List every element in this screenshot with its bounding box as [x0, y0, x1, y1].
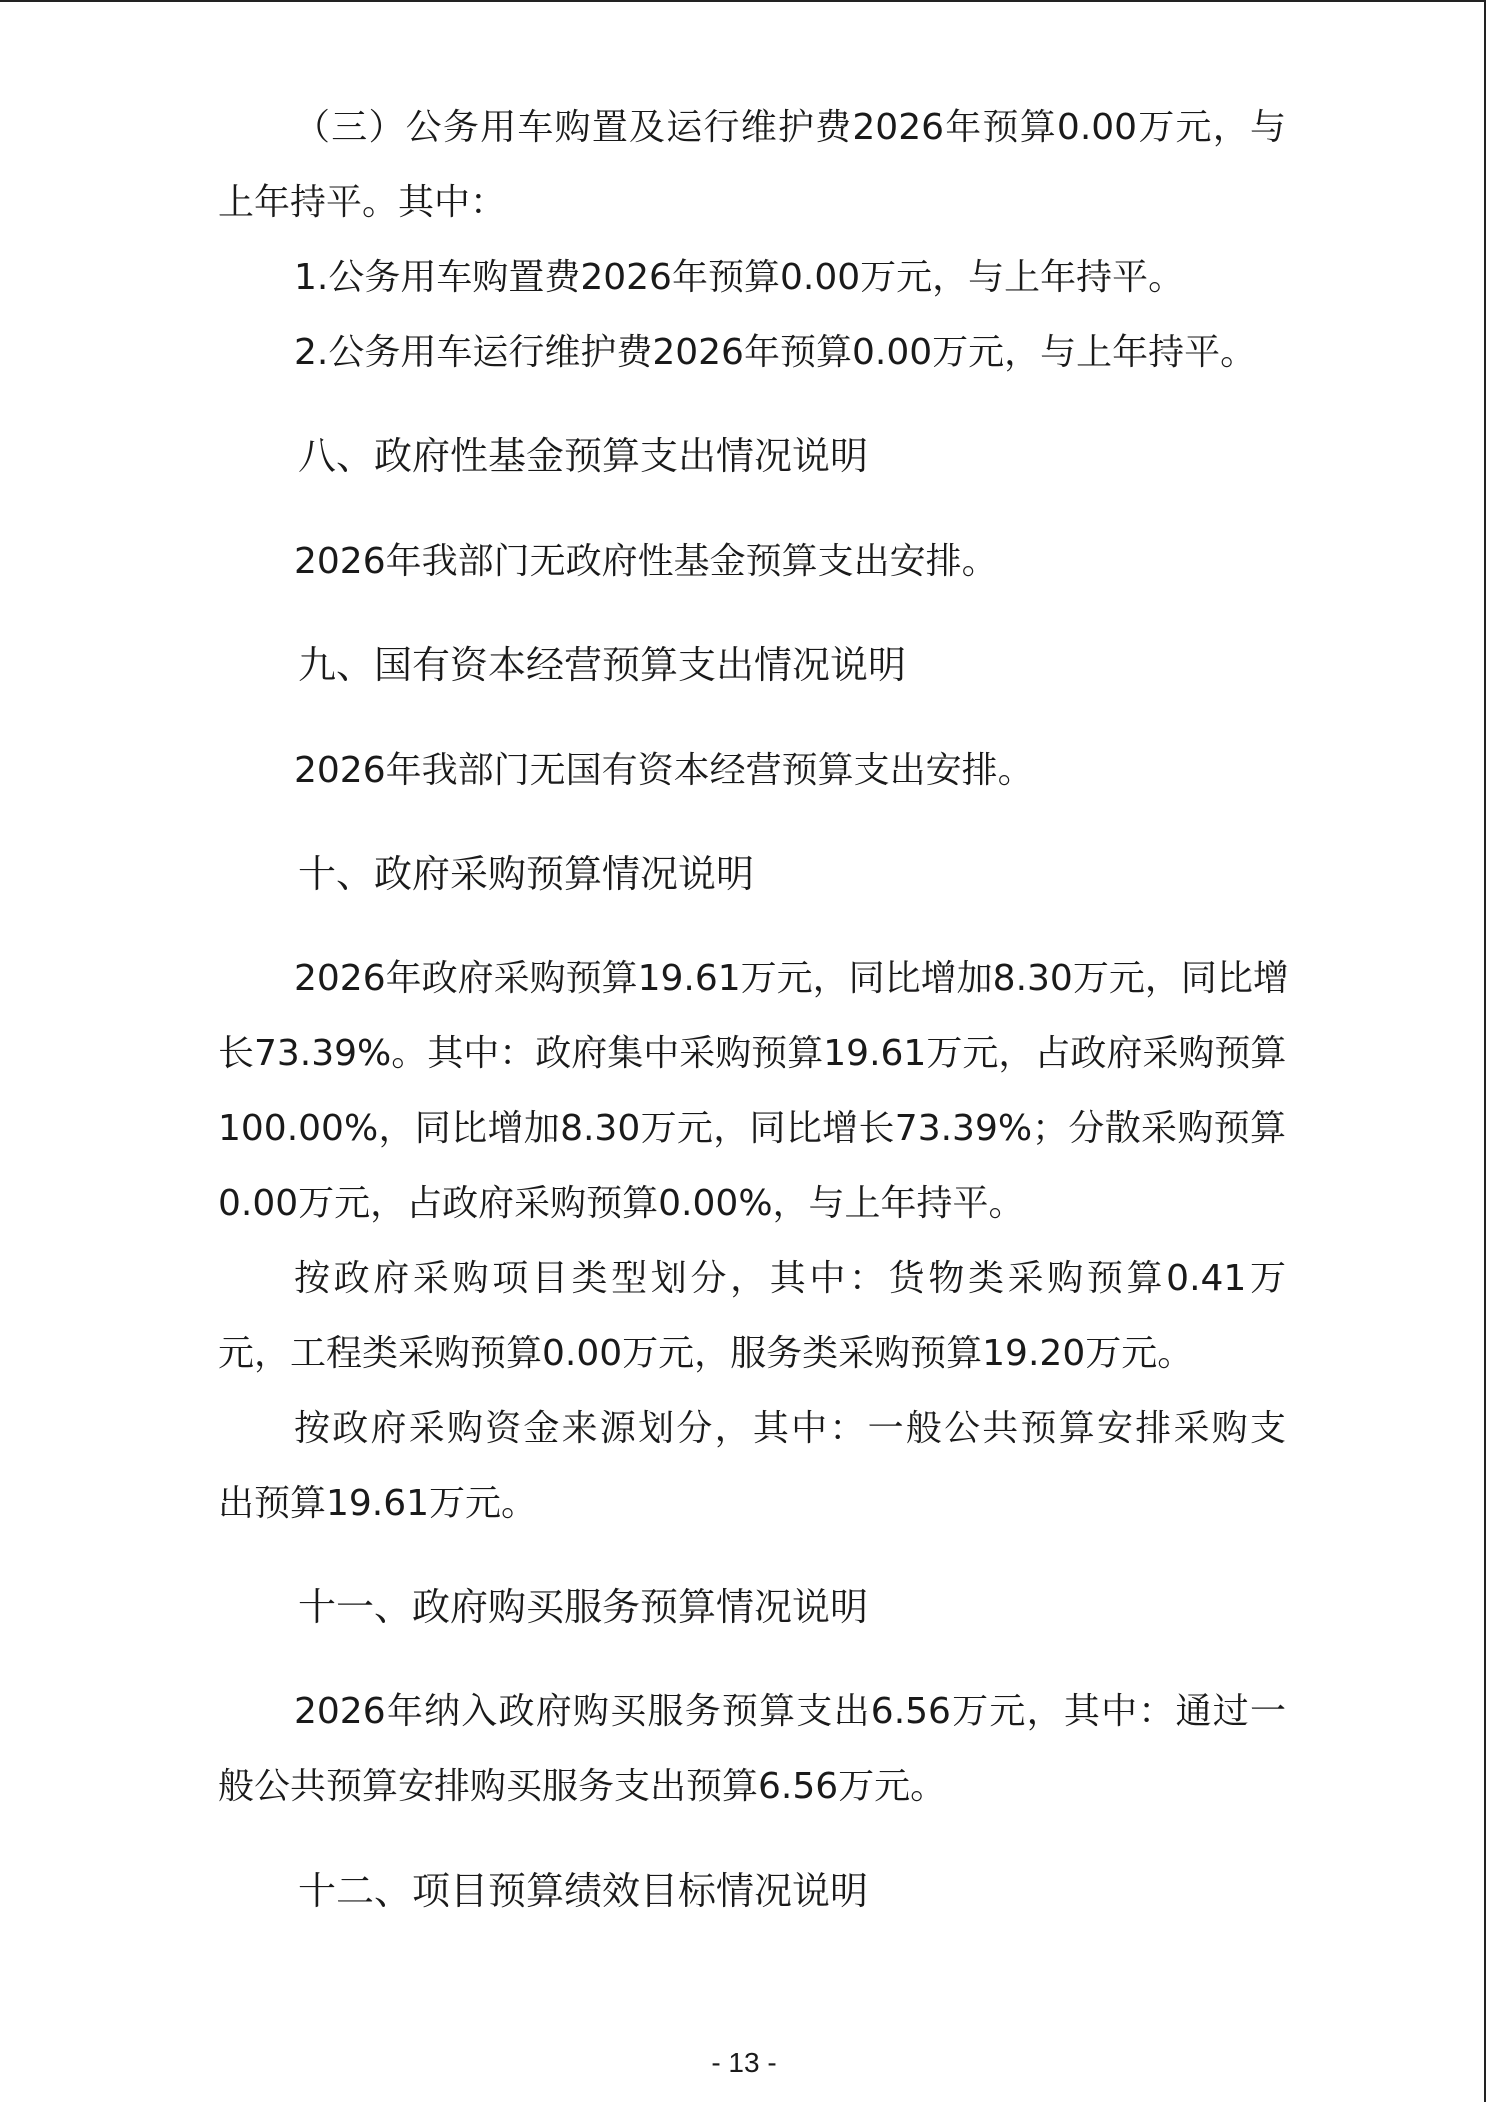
paragraph-procurement-line4: 0.00万元，占政府采购预算0.00%，与上年持平。: [218, 1183, 1025, 1224]
paragraph-procurement-type-line1: 按政府采购项目类型划分，其中：货物类采购预算0.41万: [294, 1258, 1286, 1299]
page-number: - 13 -: [711, 2047, 777, 2078]
paragraph-purchase-services-line1: 2026年纳入政府购买服务预算支出6.56万元，其中：通过一: [294, 1691, 1286, 1732]
paragraph-procurement-line3: 100.00%，同比增加8.30万元，同比增长73.39%；分散采购预算: [218, 1108, 1286, 1149]
paragraph-procurement-line2: 长73.39%。其中：政府集中采购预算19.61万元，占政府采购预算: [218, 1033, 1287, 1074]
heading-section-9: 九、国有资本经营预算支出情况说明: [298, 643, 907, 687]
heading-section-8: 八、政府性基金预算支出情况说明: [298, 434, 869, 478]
paragraph-gov-fund: 2026年我部门无政府性基金预算支出安排。: [294, 541, 998, 582]
paragraph-procurement-line1: 2026年政府采购预算19.61万元，同比增加8.30万元，同比增: [294, 958, 1289, 999]
paragraph-state-capital: 2026年我部门无国有资本经营预算支出安排。: [294, 750, 1034, 791]
heading-section-12: 十二、项目预算绩效目标情况说明: [298, 1869, 869, 1913]
paragraph-procurement-source-line2: 出预算19.61万元。: [218, 1483, 538, 1524]
paragraph-procurement-type-line2: 元，工程类采购预算0.00万元，服务类采购预算19.20万元。: [218, 1333, 1194, 1374]
heading-section-10: 十、政府采购预算情况说明: [298, 852, 755, 896]
paragraph-vehicle-costs-line1: （三）公务用车购置及运行维护费2026年预算0.00万元，与: [294, 107, 1286, 148]
paragraph-purchase-services-line2: 般公共预算安排购买服务支出预算6.56万元。: [218, 1766, 947, 1807]
paragraph-procurement-source-line1: 按政府采购资金来源划分，其中：一般公共预算安排采购支: [294, 1408, 1286, 1449]
heading-section-11: 十一、政府购买服务预算情况说明: [298, 1585, 869, 1629]
paragraph-vehicle-maintenance: 2.公务用车运行维护费2026年预算0.00万元，与上年持平。: [294, 332, 1257, 373]
paragraph-vehicle-purchase: 1.公务用车购置费2026年预算0.00万元，与上年持平。: [294, 257, 1185, 298]
paragraph-vehicle-costs-line2: 上年持平。其中：: [218, 182, 507, 223]
